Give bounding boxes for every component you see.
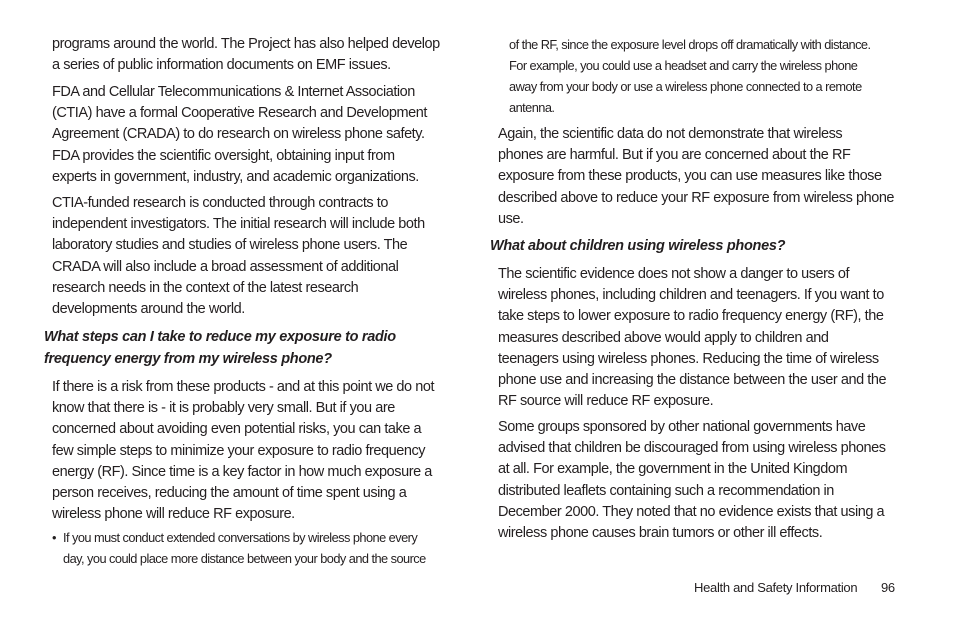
text-line: (CTIA) have a formal Cooperative Research and Development xyxy=(52,105,427,122)
text-line: experts in government, industry, and academic organizations. xyxy=(52,168,419,185)
text-line: exposure from these products, you can use measures like those xyxy=(498,168,882,185)
bullet-line: For example, you could use a headset and carry the wireless phone xyxy=(509,58,858,73)
text-line: few simple steps to minimize your exposure to radio frequency xyxy=(52,442,426,459)
text-line: concerned about avoiding even potential risks, you can take a xyxy=(52,421,422,438)
text-line: Some groups sponsored by other national governments have xyxy=(498,419,866,435)
text-line: phones are harmful. But if you are concerned about the RF xyxy=(498,147,851,164)
bullet-line: day, you could place more distance between your body and the source xyxy=(63,551,426,566)
bullet-line: If you must conduct extended conversations by wireless phone every xyxy=(63,530,418,545)
section-heading-reduce-exposure xyxy=(44,326,396,370)
right-paragraph-3 xyxy=(498,417,886,544)
heading-line: What about children using wireless phones? xyxy=(490,238,786,254)
page-number: 96 xyxy=(881,580,895,595)
text-line: programs around the world. The Project has also helped develop xyxy=(52,36,440,52)
text-line: measures described above would apply to children and xyxy=(498,329,829,346)
right-paragraph-2 xyxy=(498,264,886,412)
text-line: described above to reduce your RF exposure from wireless phone xyxy=(498,189,895,206)
text-line: Agreement (CRADA) to do research on wireless phone safety. xyxy=(52,126,425,143)
text-line: December 2000. They noted that no evidence exists that using a xyxy=(498,503,885,520)
text-line: FDA provides the scientific oversight, obtaining input from xyxy=(52,147,395,164)
section-heading-children xyxy=(490,235,785,257)
text-line: wireless phones, including children and teenagers. If you want to xyxy=(498,287,884,304)
footer-section-title: Health and Safety Information xyxy=(694,580,858,595)
text-line: FDA and Cellular Telecommunications & Internet Association xyxy=(52,84,415,100)
bullet-item-continued xyxy=(509,34,871,118)
text-line: take steps to lower exposure to radio frequency energy (RF), the xyxy=(498,308,884,325)
text-line: wireless phone will reduce RF exposure. xyxy=(52,506,295,523)
text-line: phone use and increasing the distance between the user and the xyxy=(498,372,887,389)
text-line: independent investigators. The initial research will include both xyxy=(52,216,425,233)
text-line: advised that children be discouraged from using wireless phones xyxy=(498,440,886,457)
left-paragraph-1 xyxy=(52,34,440,76)
bullet-line: of the RF, since the exposure level drops off dramatically with distance. xyxy=(509,37,871,52)
heading-line: What steps can I take to reduce my exposure to radio xyxy=(44,329,396,345)
bullet-marker: • xyxy=(52,530,57,545)
text-line: developments around the world. xyxy=(52,301,245,318)
left-paragraph-2 xyxy=(52,82,427,188)
text-line: Again, the scientific data do not demonstrate that wireless xyxy=(498,126,843,142)
bullet-line: away from your body or use a wireless phone connected to a remote xyxy=(509,79,862,94)
left-paragraph-4 xyxy=(52,377,434,525)
text-line: If there is a risk from these products - and at this point we do not xyxy=(52,379,435,395)
text-line: distributed leaflets containing such a recommendation in xyxy=(498,482,834,499)
text-line: CTIA-funded research is conducted through contracts to xyxy=(52,195,388,211)
text-line: know that there is - it is probably very small. But if you are xyxy=(52,400,395,417)
text-line: at all. For example, the government in the United Kingdom xyxy=(498,461,848,478)
bullet-item-distance xyxy=(63,527,426,569)
text-line: The scientific evidence does not show a danger to users of xyxy=(498,266,850,282)
text-line: laboratory studies and studies of wireless phone users. The xyxy=(52,237,408,254)
text-line: person receives, reducing the amount of time spent using a xyxy=(52,485,407,502)
right-paragraph-1 xyxy=(498,124,894,230)
heading-line: frequency energy from my wireless phone? xyxy=(44,351,332,367)
text-line: energy (RF). Since time is a key factor in how much exposure a xyxy=(52,463,432,480)
left-paragraph-3 xyxy=(52,193,425,320)
bullet-line: antenna. xyxy=(509,100,555,115)
text-line: teenagers using wireless phones. Reducing the time of wireless xyxy=(498,350,879,367)
text-line: use. xyxy=(498,210,524,227)
text-line: wireless phone causes brain tumors or other ill effects. xyxy=(498,525,823,542)
text-line: RF source will reduce RF exposure. xyxy=(498,393,714,410)
text-line: research needs in the context of the latest research xyxy=(52,279,359,296)
text-line: CRADA will also include a broad assessment of additional xyxy=(52,258,399,275)
text-line: a series of public information documents on EMF issues. xyxy=(52,57,391,74)
